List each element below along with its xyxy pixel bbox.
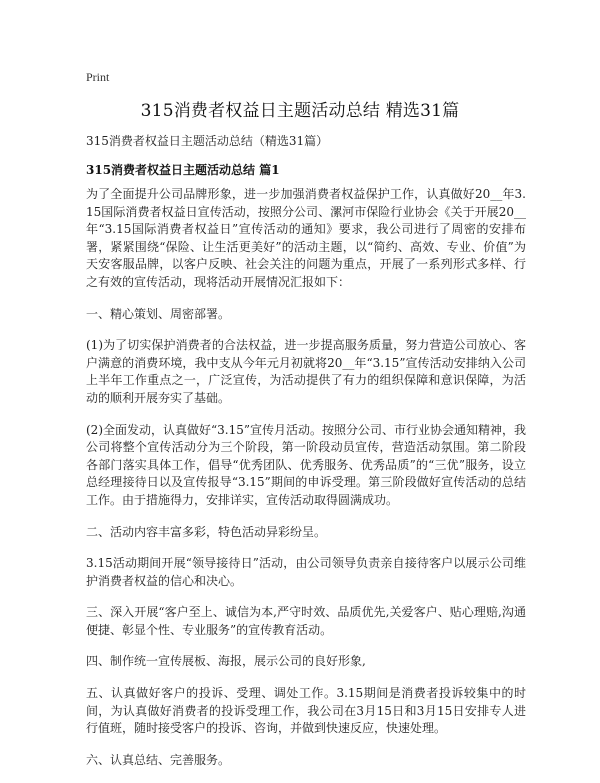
paragraph-point-1: (1)为了切实保护消费者的合法权益，进一步提高服务质量，努力营造公司放心、客户满意的消费环境，我中支从今年元月初就将20__年“3.15”宣传活动安排纳入公司上半年工作重点之一，广泛宣传，为活动提供了有力的组织保障和意识保障，为活动的顺利开展夯实了基础。 <box>86 338 526 405</box>
paragraph-heading-5: 五、认真做好客户的投诉、受理、调处工作。3.15期间是消费者投诉较集中的时间，为认真做好消费者的投诉受理工作，我公司在3月15日和3月15日安排专人进行值班，随时接受客户的投诉、咨询，并做到快速反应，快速处理。 <box>86 686 526 736</box>
document-subtitle: 315消费者权益日主题活动总结（精选31篇） <box>86 134 329 148</box>
section-heading: 315消费者权益日主题活动总结 篇1 <box>86 163 280 177</box>
document-body <box>86 186 526 783</box>
paragraph-intro: 为了全面提升公司品牌形象，进一步加强消费者权益保护工作，认真做好20__年3.15国际消费者权益日宣传活动，按照分公司、漯河市保险行业协会《关于开展20__年“3.15国际消费者权益日”宣传活动的通知》要求，我公司进行了周密的安排布署，紧紧围绕“保险、让生活更美好”的活动主题，以“简约、高效、专业、价值”为天安客服品牌，以客户反映、社会关注的问题为重点，开展了一系列形式多样、行之有效的宣传活动，现将活动开展情况汇报如下： <box>86 187 526 289</box>
paragraph-heading-4: 四、制作统一宣传展板、海报，展示公司的良好形象, <box>86 654 366 669</box>
paragraph-heading-1: 一、精心策划、周密部署。 <box>86 306 231 321</box>
paragraph-leader-day: 3.15活动期间开展“领导接待日”活动，由公司领导负责亲自接待客户以展示公司维护消费者权益的信心和决心。 <box>86 556 526 588</box>
paragraph-heading-2: 二、活动内容丰富多彩，特色活动异彩纷呈。 <box>86 524 327 539</box>
document-title: 315消费者权益日主题活动总结 精选31篇 <box>140 101 460 121</box>
paragraph-heading-6: 六、认真总结、完善服务。 <box>86 752 231 767</box>
paragraph-point-2: (2)全面发动，认真做好“3.15”宣传月活动。按照分公司、市行业协会通知精神，我公司将整个宣传活动分为三个阶段，第一阶段动员宣传，营造活动氛围。第二阶段各部门落实具体工作，倡导“优秀团队、优秀服务、优秀品质”的“三优”服务，设立总经理接待日以及宣传报导“3.15”期间的申诉受理。第三阶段做好宣传活动的总结工作。由于措施得力，安排详实，宣传活动取得圆满成功。 <box>86 422 526 507</box>
paragraph-heading-3: 三、深入开展“客户至上、诚信为本,严守时效、品质优先,关爱客户、贴心理赔,沟通便捷、彰显个性、专业服务”的宣传教育活动。 <box>86 605 526 637</box>
print-label[interactable]: Print <box>86 70 110 84</box>
